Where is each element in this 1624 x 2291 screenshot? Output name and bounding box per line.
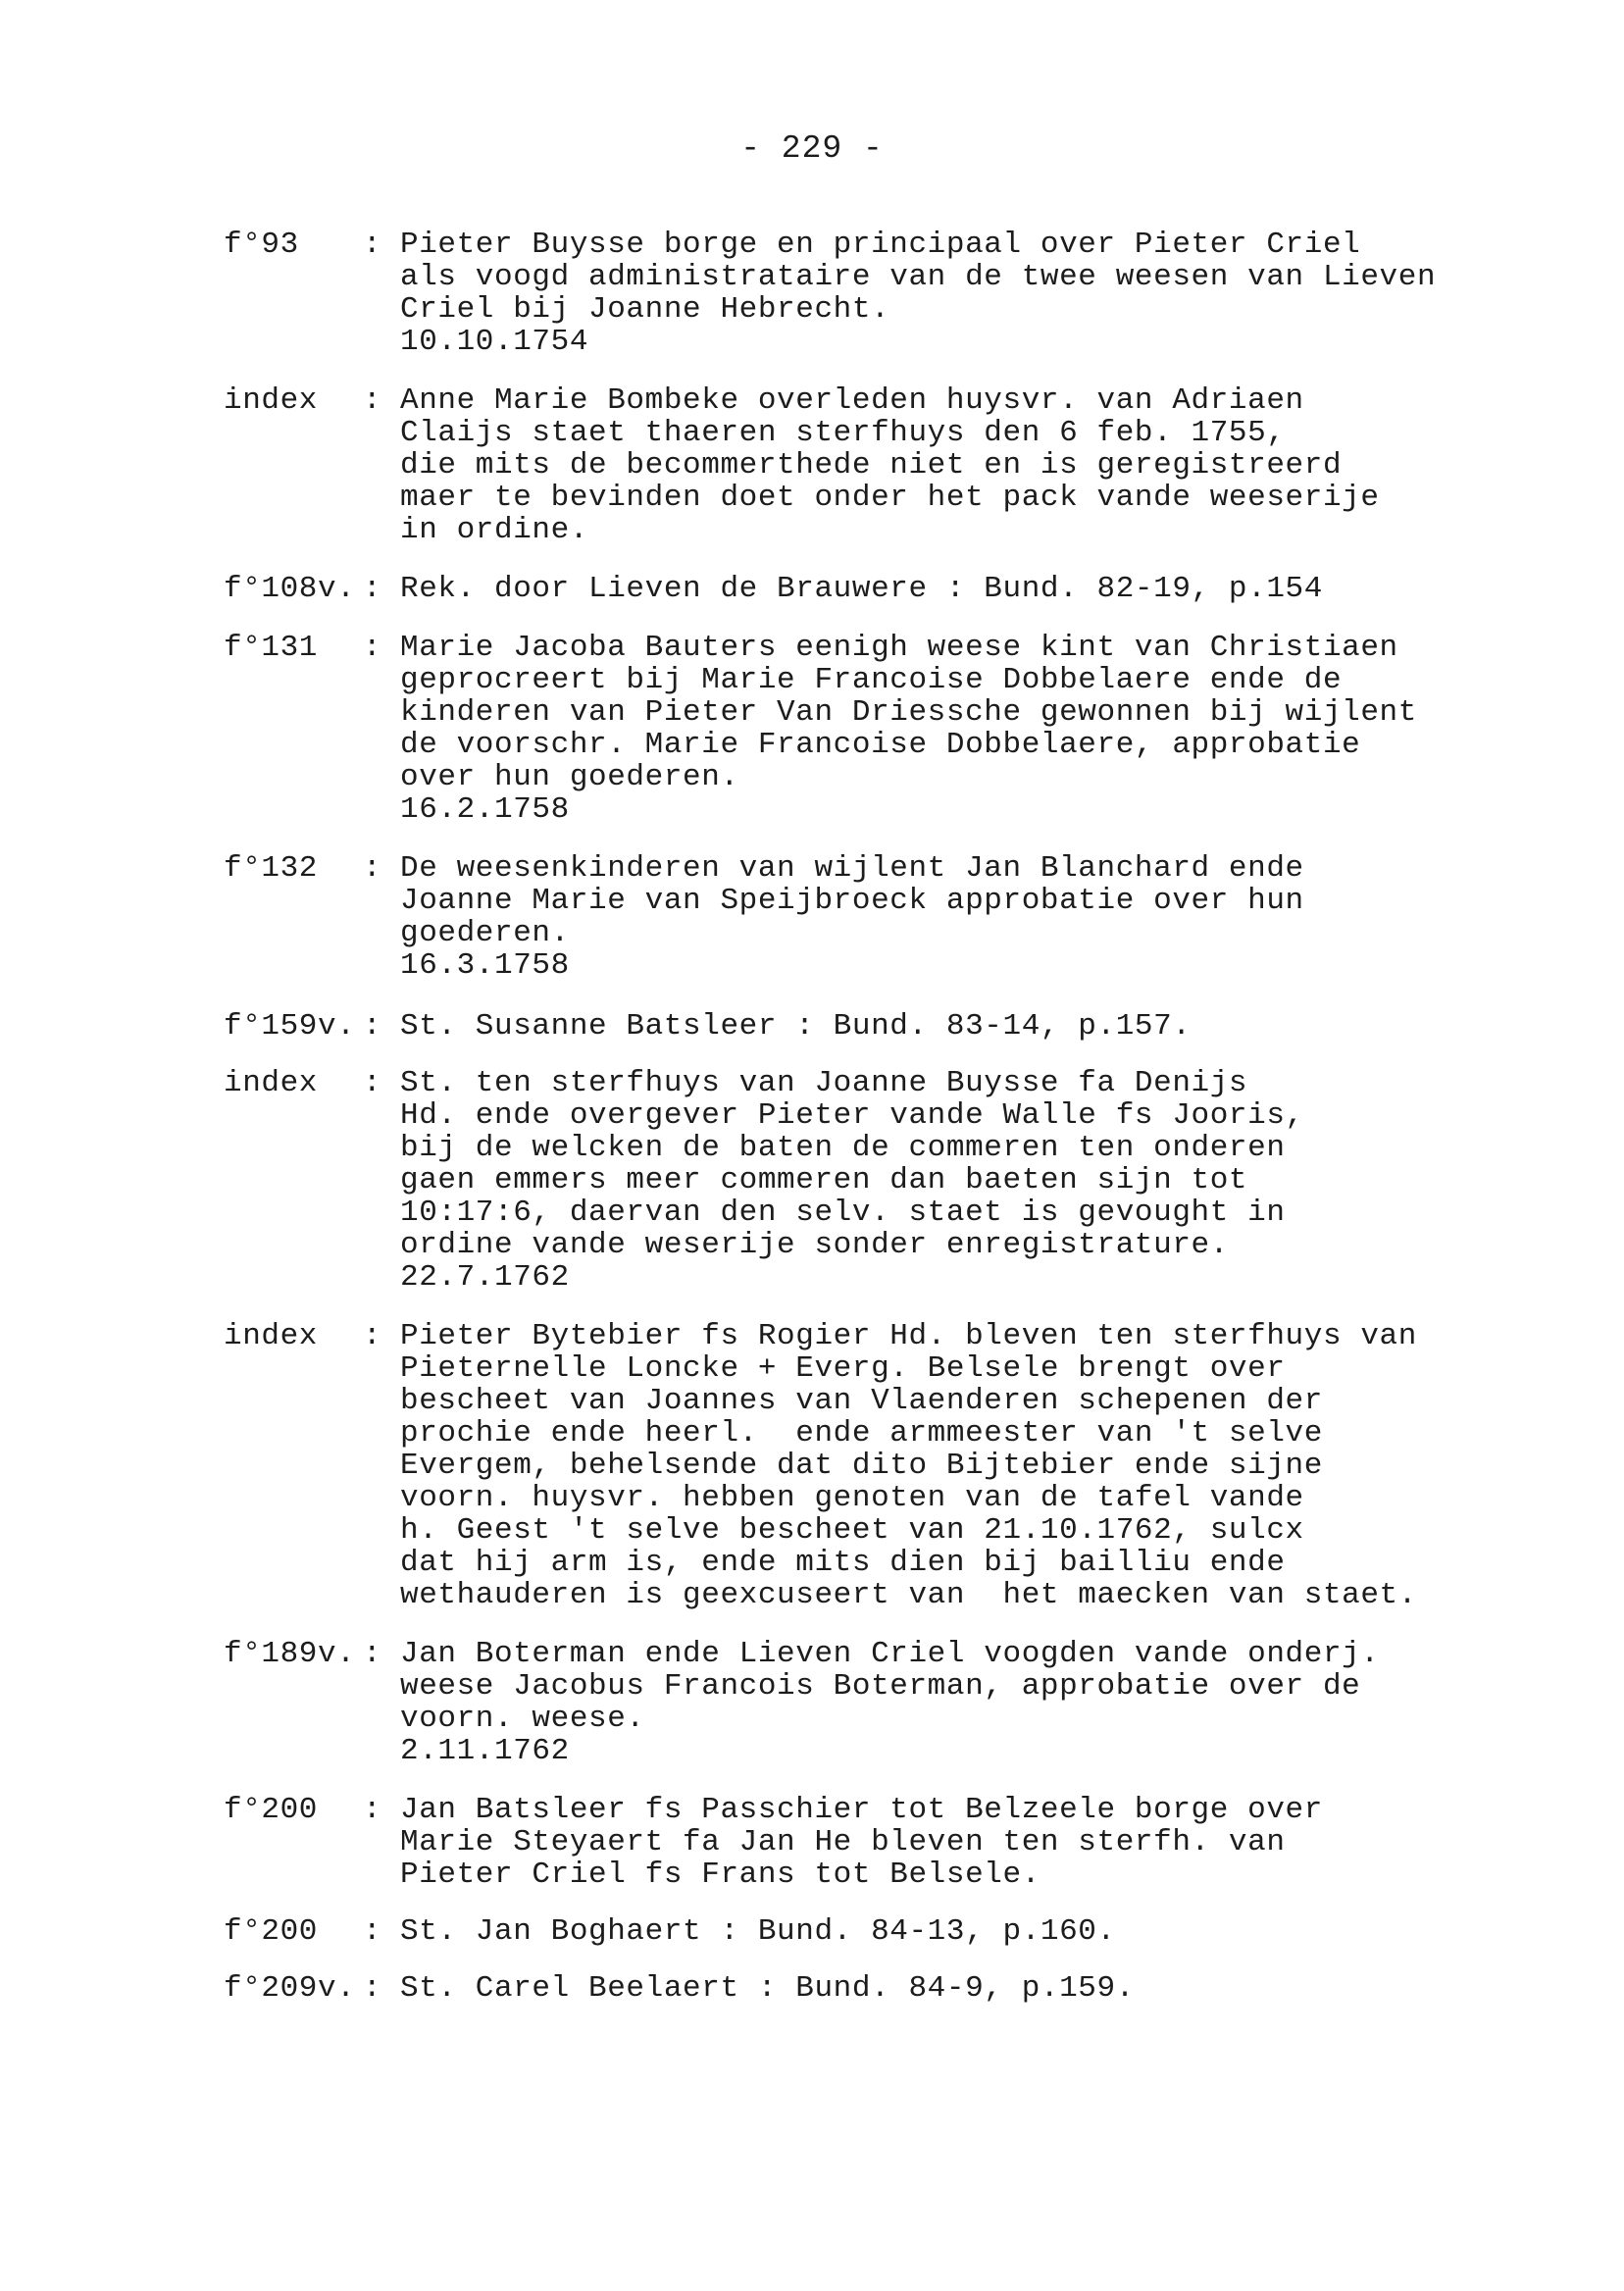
- folio-reference: f°131: [224, 631, 319, 665]
- entry-separator: :: [363, 1319, 382, 1353]
- entry-line: St. Jan Boghaert : Bund. 84-13, p.160.: [400, 1914, 1116, 1949]
- entry-separator: :: [363, 572, 382, 606]
- entry-line: Marie Steyaert fa Jan He bleven ten sterfh. van: [400, 1825, 1286, 1859]
- entry-line: geprocreert bij Marie Francoise Dobbelaere ende de: [400, 663, 1343, 697]
- entry-line: 10:17:6, daervan den selv. staet is gevought in: [400, 1196, 1286, 1230]
- register-entry: [224, 1320, 1498, 1611]
- entry-line: St. Susanne Batsleer : Bund. 83-14, p.157.: [400, 1009, 1192, 1044]
- folio-reference: f°189v.: [224, 1637, 356, 1671]
- entry-line: die mits de becommerthede niet en is geregistreerd: [400, 448, 1343, 483]
- folio-reference: f°200: [224, 1793, 319, 1827]
- entry-line: Marie Jacoba Bauters eenigh weese kint van Christiaen: [400, 631, 1398, 665]
- entry-line: als voogd administrataire van de twee weesen van Lieven: [400, 260, 1437, 294]
- entry-line: 2.11.1762: [400, 1734, 570, 1768]
- entry-separator: :: [363, 1971, 382, 2006]
- entry-line: maer te bevinden doet onder het pack vande weeserije: [400, 481, 1380, 515]
- entry-line: gaen emmers meer commeren dan baeten sijn tot: [400, 1163, 1248, 1197]
- entry-line: Joanne Marie van Speijbroeck approbatie over hun: [400, 884, 1304, 918]
- folio-reference: f°159v.: [224, 1009, 356, 1044]
- entry-line: bij de welcken de baten de commeren ten onderen: [400, 1131, 1286, 1165]
- entry-line: ordine vande weserije sonder enregistrature.: [400, 1228, 1229, 1262]
- folio-reference: f°132: [224, 851, 319, 886]
- entry-line: Hd. ende overgever Pieter vande Walle fs Jooris,: [400, 1098, 1304, 1133]
- folio-reference: f°209v.: [224, 1971, 356, 2006]
- entry-separator: :: [363, 383, 382, 418]
- entry-line: 16.2.1758: [400, 792, 570, 827]
- entry-text: [400, 573, 1498, 605]
- entry-line: De weesenkinderen van wijlent Jan Blanchard ende: [400, 851, 1304, 886]
- entry-line: dat hij arm is, ende mits dien bij bailliu ende: [400, 1546, 1286, 1580]
- entry-line: over hun goederen.: [400, 760, 739, 794]
- folio-reference: f°200: [224, 1914, 319, 1949]
- entry-text: [400, 632, 1498, 826]
- entry-line: Pieter Criel fs Frans tot Belsele.: [400, 1858, 1040, 1892]
- entry-line: voorn. weese.: [400, 1702, 645, 1736]
- entry-line: 22.7.1762: [400, 1260, 570, 1295]
- register-entry: [224, 1067, 1498, 1294]
- entry-line: St. Carel Beelaert : Bund. 84-9, p.159.: [400, 1971, 1135, 2006]
- entry-line: 16.3.1758: [400, 948, 570, 983]
- entry-separator: :: [363, 851, 382, 886]
- entry-line: Rek. door Lieven de Brauwere : Bund. 82-19, p.154: [400, 572, 1323, 606]
- register-entry: [224, 1972, 1498, 2005]
- entry-separator: :: [363, 1793, 382, 1827]
- entry-separator: :: [363, 1066, 382, 1100]
- entry-text: [400, 1638, 1498, 1767]
- register-entry: [224, 1010, 1498, 1043]
- entry-line: bescheet van Joannes van Vlaenderen schepenen der: [400, 1384, 1323, 1418]
- entry-line: weese Jacobus Francois Boterman, approbatie over de: [400, 1669, 1361, 1704]
- entry-line: Claijs staet thaeren sterfhuys den 6 feb. 1755,: [400, 416, 1286, 450]
- entry-separator: :: [363, 1637, 382, 1671]
- entry-text: [400, 1972, 1498, 2005]
- entry-line: Jan Batsleer fs Passchier tot Belzeele borge over: [400, 1793, 1323, 1827]
- entry-text: [400, 384, 1498, 546]
- entry-line: in ordine.: [400, 513, 589, 547]
- entry-line: de voorschr. Marie Francoise Dobbelaere, approbatie: [400, 728, 1361, 762]
- register-entries: [224, 202, 1498, 2005]
- entry-line: Jan Boterman ende Lieven Criel voogden vande onderj.: [400, 1637, 1380, 1671]
- entry-line: St. ten sterfhuys van Joanne Buysse fa Denijs: [400, 1066, 1248, 1100]
- register-entry: [224, 384, 1498, 546]
- register-entry: [224, 1794, 1498, 1891]
- entry-text: [400, 1010, 1498, 1043]
- entry-separator: :: [363, 631, 382, 665]
- register-entry: [224, 229, 1498, 358]
- register-entry: [224, 1638, 1498, 1767]
- entry-text: [400, 229, 1498, 358]
- entry-line: h. Geest 't selve bescheet van 21.10.1762, sulcx: [400, 1513, 1304, 1548]
- entry-line: Pieter Buysse borge en principaal over Pieter Criel: [400, 228, 1361, 262]
- folio-reference: f°93: [224, 228, 299, 262]
- entry-line: Criel bij Joanne Hebrecht.: [400, 292, 890, 327]
- entry-line: 10.10.1754: [400, 325, 589, 359]
- folio-reference: index: [224, 1066, 319, 1100]
- register-entry: [224, 632, 1498, 826]
- entry-separator: :: [363, 1009, 382, 1044]
- folio-reference: f°108v.: [224, 572, 356, 606]
- entry-text: [400, 1067, 1498, 1294]
- page-number: - 229 -: [740, 130, 884, 167]
- entry-line: Evergem, behelsende dat dito Bijtebier ende sijne: [400, 1449, 1323, 1483]
- entry-line: wethauderen is geexcuseert van het maecken van staet.: [400, 1578, 1417, 1612]
- entry-line: prochie ende heerl. ende armmeester van 't selve: [400, 1416, 1323, 1451]
- entry-text: [400, 1794, 1498, 1891]
- register-entry: [224, 852, 1498, 982]
- folio-reference: index: [224, 383, 319, 418]
- register-entry: [224, 573, 1498, 605]
- entry-text: [400, 1915, 1498, 1948]
- entry-separator: :: [363, 1914, 382, 1949]
- entry-line: voorn. huysvr. hebben genoten van de tafel vande: [400, 1481, 1304, 1515]
- folio-reference: index: [224, 1319, 319, 1353]
- entry-line: kinderen van Pieter Van Driessche gewonnen bij wijlent: [400, 695, 1417, 730]
- entry-line: goederen.: [400, 916, 570, 950]
- entry-text: [400, 852, 1498, 982]
- entry-line: Anne Marie Bombeke overleden huysvr. van Adriaen: [400, 383, 1304, 418]
- entry-separator: :: [363, 228, 382, 262]
- entry-line: Pieter Bytebier fs Rogier Hd. bleven ten sterfhuys van: [400, 1319, 1417, 1353]
- register-entry: [224, 1915, 1498, 1948]
- entry-text: [400, 1320, 1498, 1611]
- entry-line: Pieternelle Loncke + Everg. Belsele brengt over: [400, 1351, 1286, 1386]
